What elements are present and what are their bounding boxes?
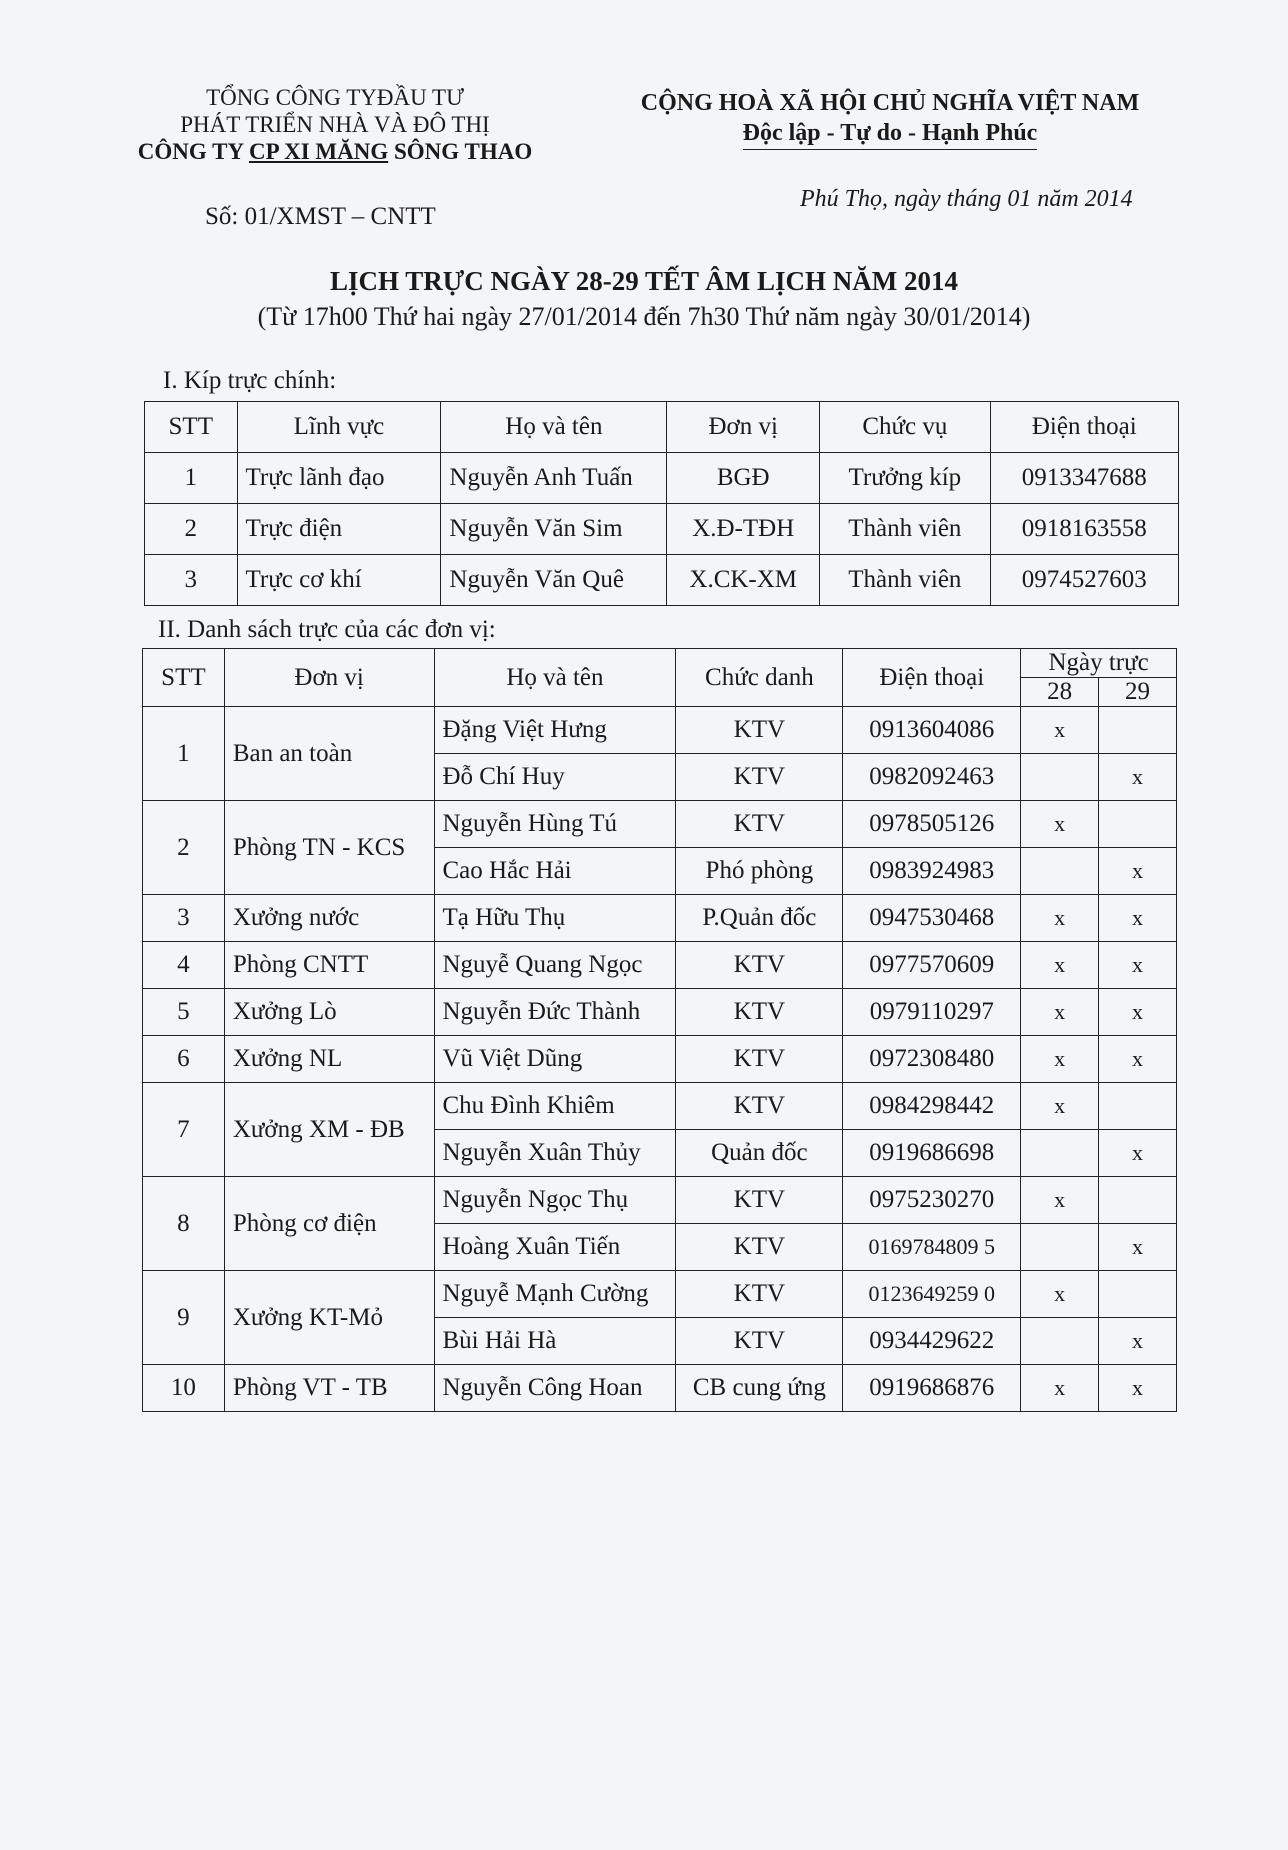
document-date: Phú Thọ, ngày tháng 01 năm 2014 <box>800 186 1133 212</box>
duty-mark-28: x <box>1021 1177 1099 1224</box>
unit-name: Phòng TN - KCS <box>224 801 434 895</box>
unit-number: 1 <box>143 707 225 801</box>
column-header: Chức vụ <box>820 402 991 453</box>
person-title: KTV <box>676 1271 843 1318</box>
person-title: KTV <box>676 1083 843 1130</box>
duty-mark-29 <box>1099 707 1177 754</box>
table-row <box>145 453 1179 504</box>
company-name-prefix: CÔNG TY <box>137 139 249 164</box>
unit-name: Phòng cơ điện <box>224 1177 434 1271</box>
duty-mark-28: x <box>1021 1083 1099 1130</box>
duty-mark-28: x <box>1021 1036 1099 1083</box>
table-row <box>143 942 1177 989</box>
table-row <box>143 989 1177 1036</box>
document-number: Số: 01/XMST – CNTT <box>205 203 436 230</box>
table-cell: 0974527603 <box>990 555 1178 606</box>
person-phone: 0978505126 <box>843 801 1021 848</box>
unit-number: 2 <box>143 801 225 895</box>
duty-mark-29: x <box>1099 1318 1177 1365</box>
section1-heading: I. Kíp trực chính: <box>163 367 337 394</box>
person-name: Nguyễn Xuân Thủy <box>434 1130 676 1177</box>
person-name: Nguyễn Đức Thành <box>434 989 676 1036</box>
duty-mark-29: x <box>1099 1036 1177 1083</box>
person-title: Phó phòng <box>676 848 843 895</box>
table-row <box>143 707 1177 754</box>
unit-number: 5 <box>143 989 225 1036</box>
column-header: Họ và tên <box>434 649 676 707</box>
person-name: Vũ Việt Dũng <box>434 1036 676 1083</box>
unit-number: 4 <box>143 942 225 989</box>
national-header <box>610 88 1170 150</box>
person-title: KTV <box>676 707 843 754</box>
duty-mark-28 <box>1021 1224 1099 1271</box>
person-name: Tạ Hữu Thụ <box>434 895 676 942</box>
column-header-days: Ngày trực <box>1021 649 1177 678</box>
unit-name: Phòng CNTT <box>224 942 434 989</box>
table-row <box>143 1365 1177 1412</box>
person-phone: 0947530468 <box>843 895 1021 942</box>
person-title: KTV <box>676 1036 843 1083</box>
person-phone: 0982092463 <box>843 754 1021 801</box>
table-cell: Trưởng kíp <box>820 453 991 504</box>
duty-mark-29 <box>1099 801 1177 848</box>
unit-number: 8 <box>143 1177 225 1271</box>
person-name: Nguyễ Mạnh Cường <box>434 1271 676 1318</box>
duty-mark-29 <box>1099 1083 1177 1130</box>
duty-mark-28 <box>1021 1130 1099 1177</box>
table-cell: X.CK-XM <box>667 555 820 606</box>
company-header <box>95 84 575 165</box>
header-row <box>145 402 1179 453</box>
duty-mark-28: x <box>1021 1271 1099 1318</box>
national-title: CỘNG HOÀ XÃ HỘI CHỦ NGHĨA VIỆT NAM <box>640 90 1140 116</box>
person-name: Hoàng Xuân Tiến <box>434 1224 676 1271</box>
duty-mark-28: x <box>1021 1365 1099 1412</box>
table-cell: X.Đ-TĐH <box>667 504 820 555</box>
parent-company-line1: TỔNG CÔNG TYĐẦU TƯ <box>206 85 464 110</box>
table-cell: Nguyễn Văn Quê <box>441 555 667 606</box>
person-title: KTV <box>676 801 843 848</box>
column-header: Đơn vị <box>667 402 820 453</box>
person-phone: 0919686698 <box>843 1130 1021 1177</box>
duty-mark-29 <box>1099 1271 1177 1318</box>
person-phone: 0123649259 0 <box>843 1271 1021 1318</box>
duty-mark-29: x <box>1099 1130 1177 1177</box>
duty-mark-28 <box>1021 848 1099 895</box>
unit-number: 9 <box>143 1271 225 1365</box>
person-phone: 0919686876 <box>843 1365 1021 1412</box>
column-header: Điện thoại <box>843 649 1021 707</box>
duty-mark-28: x <box>1021 942 1099 989</box>
parent-company-line2: PHÁT TRIỂN NHÀ VÀ ĐÔ THỊ <box>180 112 490 137</box>
main-shift-table <box>144 401 1179 606</box>
unit-name: Ban an toàn <box>224 707 434 801</box>
table-row <box>143 1036 1177 1083</box>
table-cell: Thành viên <box>820 504 991 555</box>
company-name-suffix: SÔNG THAO <box>388 139 533 164</box>
person-name: Nguyễn Ngọc Thụ <box>434 1177 676 1224</box>
person-name: Cao Hắc Hải <box>434 848 676 895</box>
person-title: KTV <box>676 754 843 801</box>
duty-mark-29: x <box>1099 1365 1177 1412</box>
person-phone: 0913604086 <box>843 707 1021 754</box>
person-title: Quản đốc <box>676 1130 843 1177</box>
table-cell: 2 <box>145 504 238 555</box>
table-cell: 0913347688 <box>990 453 1178 504</box>
duty-mark-29: x <box>1099 895 1177 942</box>
column-header: Điện thoại <box>990 402 1178 453</box>
person-name: Đỗ Chí Huy <box>434 754 676 801</box>
unit-name: Xưởng XM - ĐB <box>224 1083 434 1177</box>
person-name: Chu Đình Khiêm <box>434 1083 676 1130</box>
table-row <box>145 504 1179 555</box>
person-name: Nguyễ Quang Ngọc <box>434 942 676 989</box>
table-cell: Trực cơ khí <box>237 555 441 606</box>
table-row <box>143 895 1177 942</box>
national-motto: Độc lập - Tự do - Hạnh Phúc <box>743 118 1038 150</box>
table-cell: BGĐ <box>667 453 820 504</box>
day-column-header: 28 <box>1021 678 1099 707</box>
table-row <box>143 1177 1177 1224</box>
unit-number: 6 <box>143 1036 225 1083</box>
person-title: CB cung ứng <box>676 1365 843 1412</box>
duty-mark-28: x <box>1021 707 1099 754</box>
person-name: Đặng Việt Hưng <box>434 707 676 754</box>
table-row <box>143 1271 1177 1318</box>
person-title: KTV <box>676 1177 843 1224</box>
unit-name: Xưởng nước <box>224 895 434 942</box>
unit-number: 10 <box>143 1365 225 1412</box>
person-name: Nguyễn Hùng Tú <box>434 801 676 848</box>
duty-mark-29: x <box>1099 942 1177 989</box>
unit-shift-table <box>142 648 1177 1412</box>
unit-name: Phòng VT - TB <box>224 1365 434 1412</box>
company-name <box>95 138 575 165</box>
table-row <box>143 1083 1177 1130</box>
table-cell: 3 <box>145 555 238 606</box>
table-cell: Trực lãnh đạo <box>237 453 441 504</box>
unit-number: 3 <box>143 895 225 942</box>
unit-number: 7 <box>143 1083 225 1177</box>
table-cell: 0918163558 <box>990 504 1178 555</box>
table-cell: Nguyễn Văn Sim <box>441 504 667 555</box>
duty-mark-28: x <box>1021 895 1099 942</box>
column-header: Đơn vị <box>224 649 434 707</box>
person-phone: 0984298442 <box>843 1083 1021 1130</box>
document-subtitle: (Từ 17h00 Thứ hai ngày 27/01/2014 đến 7h30 Thứ năm ngày 30/01/2014) <box>257 302 1031 331</box>
person-title: KTV <box>676 1318 843 1365</box>
person-title: KTV <box>676 942 843 989</box>
column-header: Chức danh <box>676 649 843 707</box>
table-cell: Nguyễn Anh Tuấn <box>441 453 667 504</box>
duty-mark-28 <box>1021 754 1099 801</box>
person-phone: 0975230270 <box>843 1177 1021 1224</box>
person-phone: 0169784809 5 <box>843 1224 1021 1271</box>
column-header: Họ và tên <box>441 402 667 453</box>
unit-name: Xưởng Lò <box>224 989 434 1036</box>
column-header: STT <box>143 649 225 707</box>
person-phone: 0983924983 <box>843 848 1021 895</box>
section2-heading: II. Danh sách trực của các đơn vị: <box>158 616 496 643</box>
table-row <box>143 801 1177 848</box>
document-title: LỊCH TRỰC NGÀY 28-29 TẾT ÂM LỊCH NĂM 2014 <box>329 266 959 296</box>
duty-mark-29: x <box>1099 1224 1177 1271</box>
duty-mark-29 <box>1099 1177 1177 1224</box>
duty-mark-28 <box>1021 1318 1099 1365</box>
person-name: Bùi Hải Hà <box>434 1318 676 1365</box>
unit-name: Xưởng NL <box>224 1036 434 1083</box>
person-phone: 0979110297 <box>843 989 1021 1036</box>
unit-name: Xưởng KT-Mỏ <box>224 1271 434 1365</box>
person-phone: 0934429622 <box>843 1318 1021 1365</box>
person-title: P.Quản đốc <box>676 895 843 942</box>
person-phone: 0977570609 <box>843 942 1021 989</box>
person-phone: 0972308480 <box>843 1036 1021 1083</box>
company-name-underlined: CP XI MĂNG <box>248 139 389 164</box>
table-cell: Thành viên <box>820 555 991 606</box>
column-header: Lĩnh vực <box>237 402 441 453</box>
person-name: Nguyễn Công Hoan <box>434 1365 676 1412</box>
header-row <box>143 649 1177 678</box>
column-header: STT <box>145 402 238 453</box>
table-row <box>145 555 1179 606</box>
day-column-header: 29 <box>1099 678 1177 707</box>
duty-mark-28: x <box>1021 801 1099 848</box>
duty-mark-28: x <box>1021 989 1099 1036</box>
table-cell: Trực điện <box>237 504 441 555</box>
person-title: KTV <box>676 1224 843 1271</box>
person-title: KTV <box>676 989 843 1036</box>
duty-mark-29: x <box>1099 989 1177 1036</box>
duty-mark-29: x <box>1099 754 1177 801</box>
table-cell: 1 <box>145 453 238 504</box>
duty-mark-29: x <box>1099 848 1177 895</box>
